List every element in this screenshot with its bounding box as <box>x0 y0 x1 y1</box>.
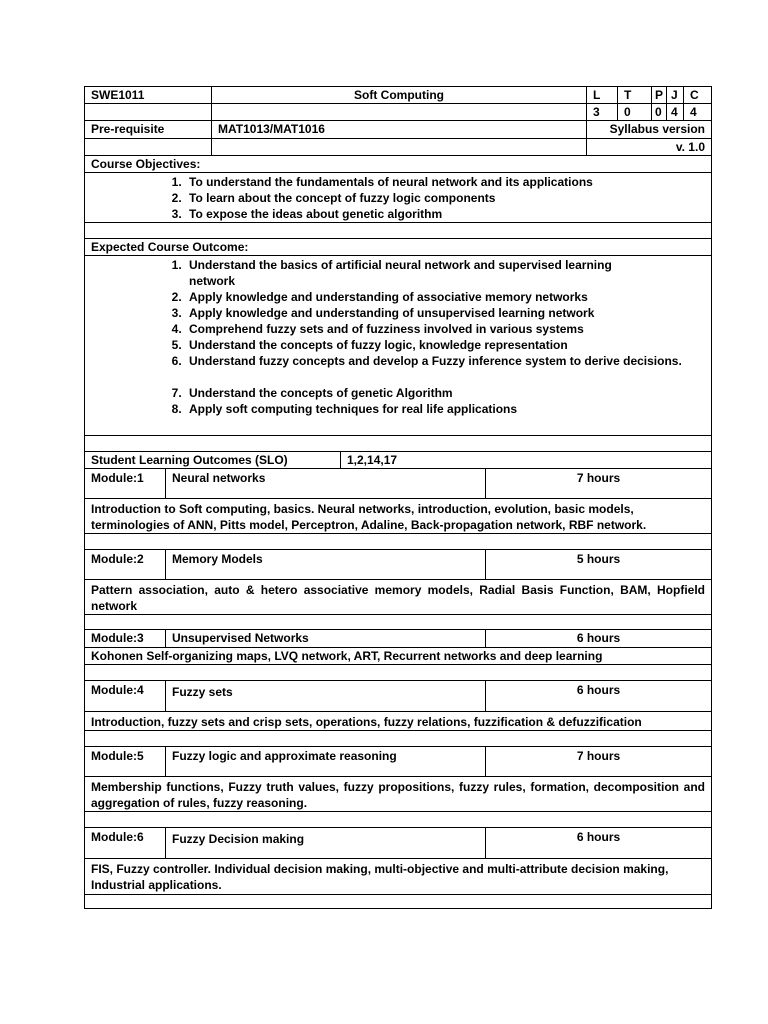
outcomes-heading-row <box>84 239 712 256</box>
module-header-row <box>84 828 712 859</box>
outcomes-heading: Expected Course Outcome: <box>91 240 249 254</box>
ltpjc-value-p: 0 <box>651 104 666 120</box>
spacer-row <box>84 534 712 550</box>
prerequisite-label: Pre-requisite <box>91 122 165 136</box>
objective-item: 2. To learn about the concept of fuzzy logic components <box>185 190 711 206</box>
module-name: Neural networks <box>165 469 485 498</box>
module-name: Fuzzy sets <box>165 681 485 711</box>
module-label: Module:1 <box>91 471 144 485</box>
ltpjc-value-l: 3 <box>586 104 617 120</box>
course-code: SWE1011 <box>91 88 145 102</box>
outcome-item: 7. Understand the concepts of genetic Algorithm <box>185 385 711 401</box>
ltpjc-value-t: 0 <box>617 104 651 120</box>
syllabus-version-row <box>84 139 712 156</box>
outcome-item: 8. Apply soft computing techniques for real life applications <box>185 401 711 417</box>
module-header-row <box>84 681 712 712</box>
outcome-item: 3. Apply knowledge and understanding of unsupervised learning network <box>185 305 711 321</box>
spacer-row <box>84 436 712 452</box>
module-hours: 7 hours <box>485 747 711 776</box>
spacer-row <box>84 731 712 747</box>
course-title: Soft Computing <box>211 87 586 103</box>
module-header-row <box>84 747 712 777</box>
outcome-item: 5. Understand the concepts of fuzzy logic, knowledge representation <box>185 337 711 353</box>
module-header-row <box>84 550 712 580</box>
module-content: Introduction, fuzzy sets and crisp sets, operations, fuzzy relations, fuzzification & defuzzification <box>91 715 642 729</box>
module-label: Module:2 <box>91 552 144 566</box>
empty-cell <box>211 139 586 155</box>
ltpjc-values-row <box>84 104 712 121</box>
module-hours: 7 hours <box>485 469 711 498</box>
module-name: Unsupervised Networks <box>165 630 485 647</box>
objective-item: 1. To understand the fundamentals of neural network and its applications <box>185 174 711 190</box>
course-header-row <box>84 86 712 104</box>
slo-label: Student Learning Outcomes (SLO) <box>91 453 288 467</box>
module-content: Introduction to Soft computing, basics. Neural networks, introduction, evolution, basic models, terminologies of ANN, Pitts model, Perceptron, Adaline, Back-propagation network, RBF network. <box>91 502 647 532</box>
module-content-row <box>84 859 712 895</box>
objectives-heading: Course Objectives: <box>91 157 201 171</box>
spacer-row <box>84 895 712 909</box>
ltpjc-label-c: C <box>683 87 711 103</box>
module-label: Module:6 <box>91 830 144 844</box>
prerequisite-row <box>84 121 712 139</box>
module-content-row <box>84 712 712 731</box>
objectives-list <box>85 174 711 222</box>
module-content-row <box>84 499 712 534</box>
module-content: Kohonen Self-organizing maps, LVQ network, ART, Recurrent networks and deep learning <box>91 649 603 663</box>
module-hours: 6 hours <box>485 681 711 711</box>
module-name: Fuzzy logic and approximate reasoning <box>165 747 485 776</box>
objective-item: 3. To expose the ideas about genetic algorithm <box>185 206 711 222</box>
module-content-row <box>84 648 712 665</box>
module-header-row <box>84 469 712 499</box>
outcome-item: 6. Understand fuzzy concepts and develop a Fuzzy inference system to derive decisions. <box>185 353 711 369</box>
spacer-row <box>84 223 712 239</box>
ltpjc-value-c: 4 <box>683 104 711 120</box>
outcome-item: 4. Comprehend fuzzy sets and of fuzziness involved in various systems <box>185 321 711 337</box>
module-name: Fuzzy Decision making <box>165 828 485 858</box>
prerequisite-value: MAT1013/MAT1016 <box>211 121 586 138</box>
syllabus-version-label: Syllabus version <box>586 121 711 138</box>
ltpjc-label-l: L <box>586 87 617 103</box>
module-content: Membership functions, Fuzzy truth values, fuzzy propositions, fuzzy rules, formation, decomposition and aggregation of rules, fuzzy reasoning. <box>91 780 705 810</box>
module-content-row <box>84 777 712 812</box>
module-hours: 5 hours <box>485 550 711 579</box>
slo-row <box>84 452 712 469</box>
slo-value: 1,2,14,17 <box>340 452 711 468</box>
objectives-list-row <box>84 173 712 223</box>
outcomes-list <box>85 257 711 417</box>
ltpjc-label-t: T <box>617 87 651 103</box>
spacer-row <box>84 615 712 630</box>
objectives-heading-row <box>84 156 712 173</box>
module-header-row <box>84 630 712 648</box>
module-hours: 6 hours <box>485 630 711 647</box>
empty-cell <box>211 104 586 120</box>
ltpjc-label-j: J <box>666 87 683 103</box>
spacer-row <box>84 812 712 828</box>
outcome-item: 2. Apply knowledge and understanding of associative memory networks <box>185 289 711 305</box>
module-label: Module:4 <box>91 683 144 697</box>
syllabus-table <box>84 86 712 909</box>
module-content: FIS, Fuzzy controller. Individual decision making, multi-objective and multi-attribute decision making, Industrial applications. <box>91 862 669 892</box>
ltpjc-label-p: P <box>651 87 666 103</box>
spacer-row <box>84 665 712 681</box>
outcomes-list-row <box>84 256 712 436</box>
module-name: Memory Models <box>165 550 485 579</box>
module-content: Pattern association, auto & hetero associative memory models, Radial Basis Function, BAM, Hopfield network <box>91 583 705 613</box>
module-label: Module:5 <box>91 749 144 763</box>
module-label: Module:3 <box>91 631 144 645</box>
ltpjc-value-j: 4 <box>666 104 683 120</box>
outcome-item: 1. Understand the basics of artificial neural network and supervised learning network <box>185 257 711 289</box>
syllabus-version-value: v. 1.0 <box>586 139 711 155</box>
module-content-row <box>84 580 712 615</box>
module-hours: 6 hours <box>485 828 711 858</box>
